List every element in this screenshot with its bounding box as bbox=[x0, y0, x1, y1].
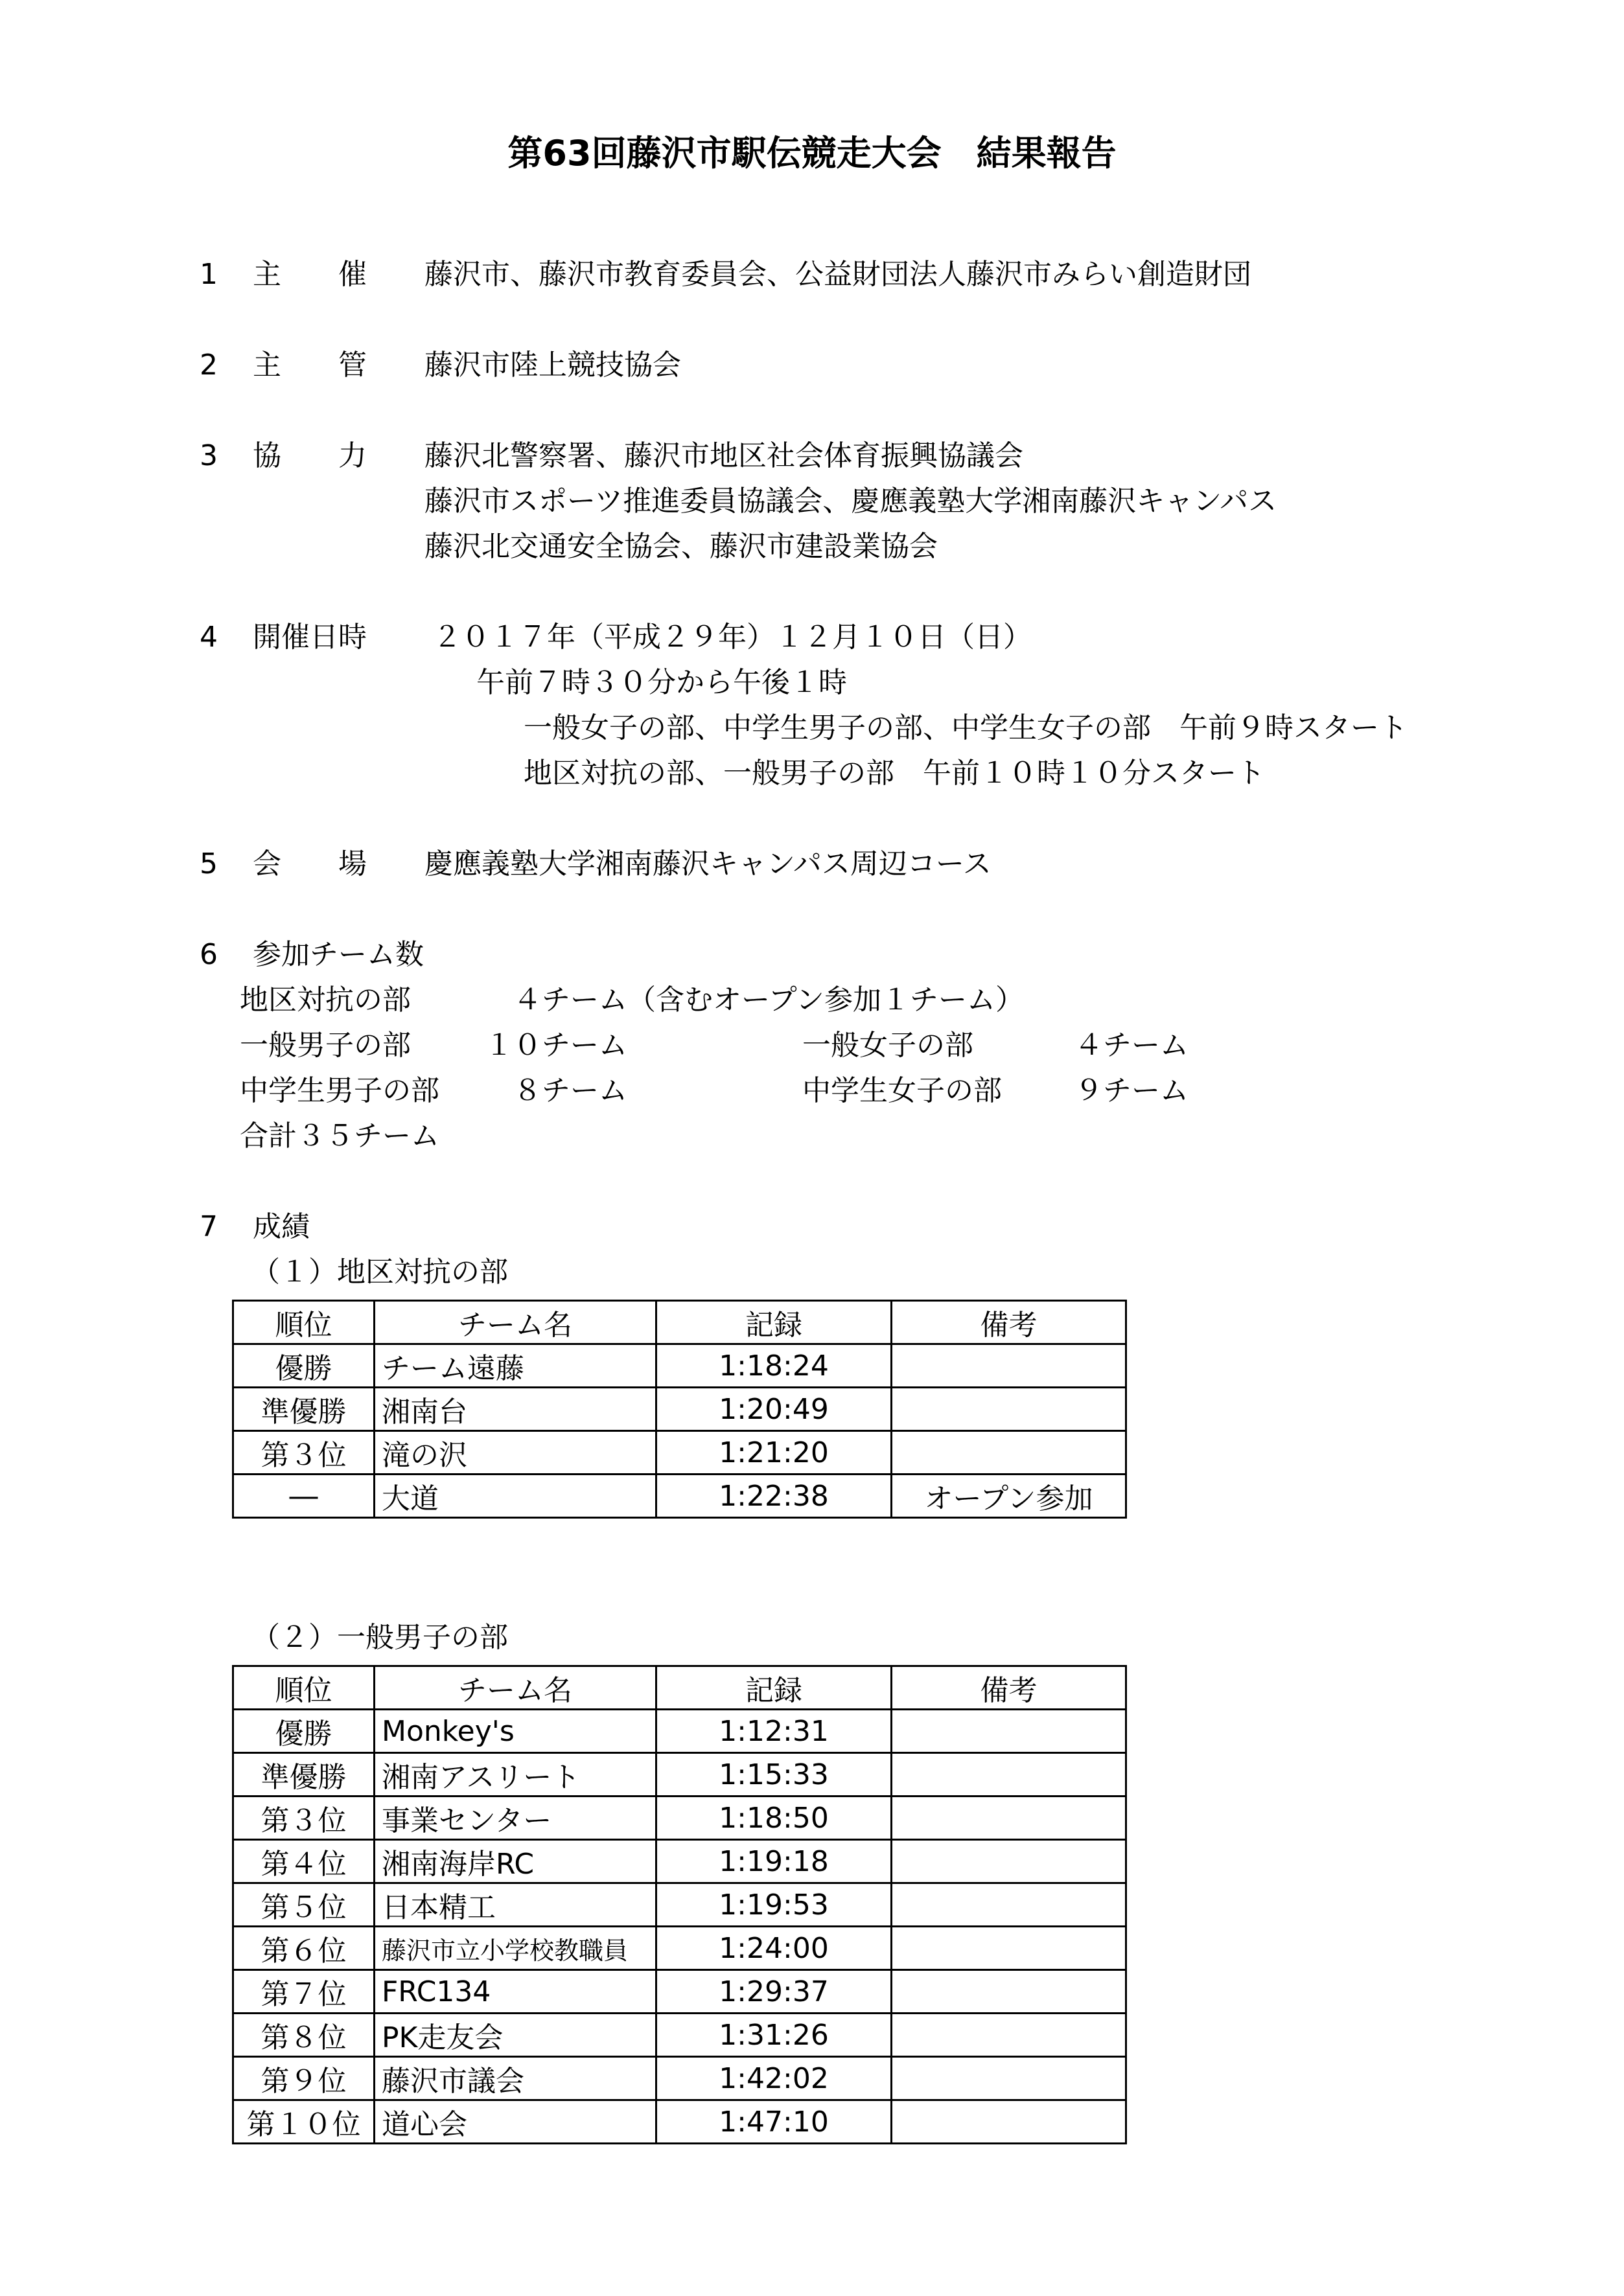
cell-rank: 第６位 bbox=[233, 1927, 375, 1970]
teams-chiku-value: ４チーム（含むオープン参加１チーム） bbox=[513, 983, 1025, 1016]
cell-record: 1:21:20 bbox=[656, 1431, 892, 1475]
teams-total: 合計３５チーム bbox=[240, 1119, 439, 1153]
teams-ippan-m-label: 一般男子の部 bbox=[240, 1029, 411, 1062]
cell-rank: 準優勝 bbox=[233, 1753, 375, 1797]
cell-record: 1:19:53 bbox=[656, 1883, 892, 1927]
item-3-line-1: 藤沢北警察署、藤沢市地区社会体育振興協議会 bbox=[424, 439, 1023, 472]
cell-record: 1:20:49 bbox=[656, 1388, 892, 1431]
cell-note bbox=[892, 1344, 1126, 1388]
table-row bbox=[233, 2014, 1126, 2057]
cell-record: 1:19:18 bbox=[656, 1840, 892, 1883]
item-2-value: 藤沢市陸上競技協会 bbox=[424, 349, 681, 382]
item-4-number: 4 bbox=[200, 621, 218, 654]
cell-team: 滝の沢 bbox=[375, 1431, 656, 1475]
cell-rank: 第１０位 bbox=[233, 2100, 375, 2144]
header-team: チーム名 bbox=[375, 1666, 656, 1710]
item-5-number: 5 bbox=[200, 847, 218, 880]
teams-ippan-f-label: 一般女子の部 bbox=[802, 1029, 973, 1062]
item-6-number: 6 bbox=[200, 938, 218, 971]
cell-team: FRC134 bbox=[375, 1970, 656, 2014]
teams-chu-m-value: ８チーム bbox=[513, 1074, 627, 1107]
header-rank: 順位 bbox=[233, 1666, 375, 1710]
cell-record: 1:29:37 bbox=[656, 1970, 892, 2014]
cell-note bbox=[892, 1710, 1126, 1753]
item-4-start-2: 地区対抗の部、一般男子の部 午前１０時１０分スタート bbox=[524, 757, 1265, 790]
cell-record: 1:31:26 bbox=[656, 2014, 892, 2057]
table-row bbox=[233, 1753, 1126, 1797]
header-note: 備考 bbox=[892, 1666, 1126, 1710]
cell-team: 大道 bbox=[375, 1475, 656, 1518]
item-1-value: 藤沢市、藤沢市教育委員会、公益財団法人藤沢市みらい創造財団 bbox=[424, 258, 1251, 291]
cell-note bbox=[892, 1970, 1126, 2014]
cell-record: 1:15:33 bbox=[656, 1753, 892, 1797]
cell-team: 湘南台 bbox=[375, 1388, 656, 1431]
item-7-label: 成績 bbox=[253, 1210, 310, 1243]
cell-rank: 優勝 bbox=[233, 1344, 375, 1388]
item-3-line-2: 藤沢市スポーツ推進委員協議会、慶應義塾大学湘南藤沢キャンパス bbox=[424, 485, 1277, 518]
item-4-label: 開催日時 bbox=[253, 621, 367, 654]
teams-chu-f-value: ９チーム bbox=[1074, 1074, 1189, 1107]
cell-note bbox=[892, 1840, 1126, 1883]
cell-rank: 第４位 bbox=[233, 1840, 375, 1883]
cell-team: 日本精工 bbox=[375, 1883, 656, 1927]
cell-team: 湘南アスリート bbox=[375, 1753, 656, 1797]
item-6-label: 参加チーム数 bbox=[253, 938, 424, 971]
page-title: 第63回藤沢市駅伝競走大会 結果報告 bbox=[507, 133, 1117, 174]
cell-record: 1:42:02 bbox=[656, 2057, 892, 2100]
cell-note bbox=[892, 2100, 1126, 2144]
cell-rank: 優勝 bbox=[233, 1710, 375, 1753]
cell-team: 藤沢市議会 bbox=[375, 2057, 656, 2100]
item-4-date: ２０１７年（平成２９年）１２月１０日（日） bbox=[433, 621, 1032, 654]
table-row bbox=[233, 1927, 1126, 1970]
cell-rank: ― bbox=[233, 1475, 375, 1518]
teams-chu-m-label: 中学生男子の部 bbox=[240, 1074, 439, 1107]
cell-team: 事業センター bbox=[375, 1797, 656, 1840]
cell-rank: 第３位 bbox=[233, 1431, 375, 1475]
table-row bbox=[233, 1797, 1126, 1840]
table-header-row bbox=[233, 1666, 1126, 1710]
results-table-ippan-men bbox=[232, 1665, 1127, 2144]
teams-ippan-m-value: １０チーム bbox=[485, 1029, 627, 1062]
table-row bbox=[233, 1344, 1126, 1388]
header-note: 備考 bbox=[892, 1301, 1126, 1344]
cell-record: 1:47:10 bbox=[656, 2100, 892, 2144]
item-5-value: 慶應義塾大学湘南藤沢キャンパス周辺コース bbox=[424, 847, 992, 880]
cell-note bbox=[892, 1431, 1126, 1475]
cell-team: PK走友会 bbox=[375, 2014, 656, 2057]
header-rank: 順位 bbox=[233, 1301, 375, 1344]
cell-note bbox=[892, 1797, 1126, 1840]
cell-record: 1:24:00 bbox=[656, 1927, 892, 1970]
table-row bbox=[233, 1431, 1126, 1475]
cell-team: 道心会 bbox=[375, 2100, 656, 2144]
cell-record: 1:12:31 bbox=[656, 1710, 892, 1753]
item-2-label: 主 管 bbox=[253, 349, 367, 382]
cell-rank: 第３位 bbox=[233, 1797, 375, 1840]
results-table-chiku bbox=[232, 1300, 1127, 1519]
cell-note: オープン参加 bbox=[892, 1475, 1126, 1518]
item-3-line-3: 藤沢北交通安全協会、藤沢市建設業協会 bbox=[424, 530, 938, 563]
table2-heading: （２）一般男子の部 bbox=[251, 1621, 508, 1654]
cell-team: チーム遠藤 bbox=[375, 1344, 656, 1388]
cell-rank: 第７位 bbox=[233, 1970, 375, 2014]
teams-chu-f-label: 中学生女子の部 bbox=[802, 1074, 1002, 1107]
cell-team: Monkey's bbox=[375, 1710, 656, 1753]
header-team: チーム名 bbox=[375, 1301, 656, 1344]
cell-rank: 第５位 bbox=[233, 1883, 375, 1927]
item-5-label: 会 場 bbox=[253, 847, 367, 880]
header-record: 記録 bbox=[656, 1666, 892, 1710]
table-row bbox=[233, 1475, 1126, 1518]
cell-record: 1:18:50 bbox=[656, 1797, 892, 1840]
header-record: 記録 bbox=[656, 1301, 892, 1344]
teams-chiku-label: 地区対抗の部 bbox=[240, 983, 411, 1016]
cell-note bbox=[892, 1753, 1126, 1797]
cell-note bbox=[892, 1927, 1126, 1970]
cell-rank: 第９位 bbox=[233, 2057, 375, 2100]
item-2-number: 2 bbox=[200, 349, 218, 382]
table-row bbox=[233, 1970, 1126, 2014]
item-3-label: 協 力 bbox=[253, 439, 367, 472]
item-7-number: 7 bbox=[200, 1210, 218, 1243]
item-1-number: 1 bbox=[200, 258, 218, 291]
table-row bbox=[233, 1840, 1126, 1883]
table-header-row bbox=[233, 1301, 1126, 1344]
table-row bbox=[233, 2100, 1126, 2144]
table-row bbox=[233, 1388, 1126, 1431]
cell-record: 1:18:24 bbox=[656, 1344, 892, 1388]
item-4-time: 午前７時３０分から午後１時 bbox=[476, 666, 847, 699]
table-row bbox=[233, 1883, 1126, 1927]
table1-heading: （１）地区対抗の部 bbox=[251, 1256, 508, 1289]
table-row bbox=[233, 1710, 1126, 1753]
cell-team: 藤沢市立小学校教職員 bbox=[375, 1927, 656, 1970]
cell-rank: 第８位 bbox=[233, 2014, 375, 2057]
item-1-label: 主 催 bbox=[253, 258, 367, 291]
cell-note bbox=[892, 2057, 1126, 2100]
cell-note bbox=[892, 1388, 1126, 1431]
cell-note bbox=[892, 2014, 1126, 2057]
item-4-start-1: 一般女子の部、中学生男子の部、中学生女子の部 午前９時スタート bbox=[524, 711, 1408, 744]
cell-record: 1:22:38 bbox=[656, 1475, 892, 1518]
cell-rank: 準優勝 bbox=[233, 1388, 375, 1431]
cell-team: 湘南海岸RC bbox=[375, 1840, 656, 1883]
cell-note bbox=[892, 1883, 1126, 1927]
table-row bbox=[233, 2057, 1126, 2100]
teams-ippan-f-value: ４チーム bbox=[1074, 1029, 1189, 1062]
item-3-number: 3 bbox=[200, 439, 218, 472]
